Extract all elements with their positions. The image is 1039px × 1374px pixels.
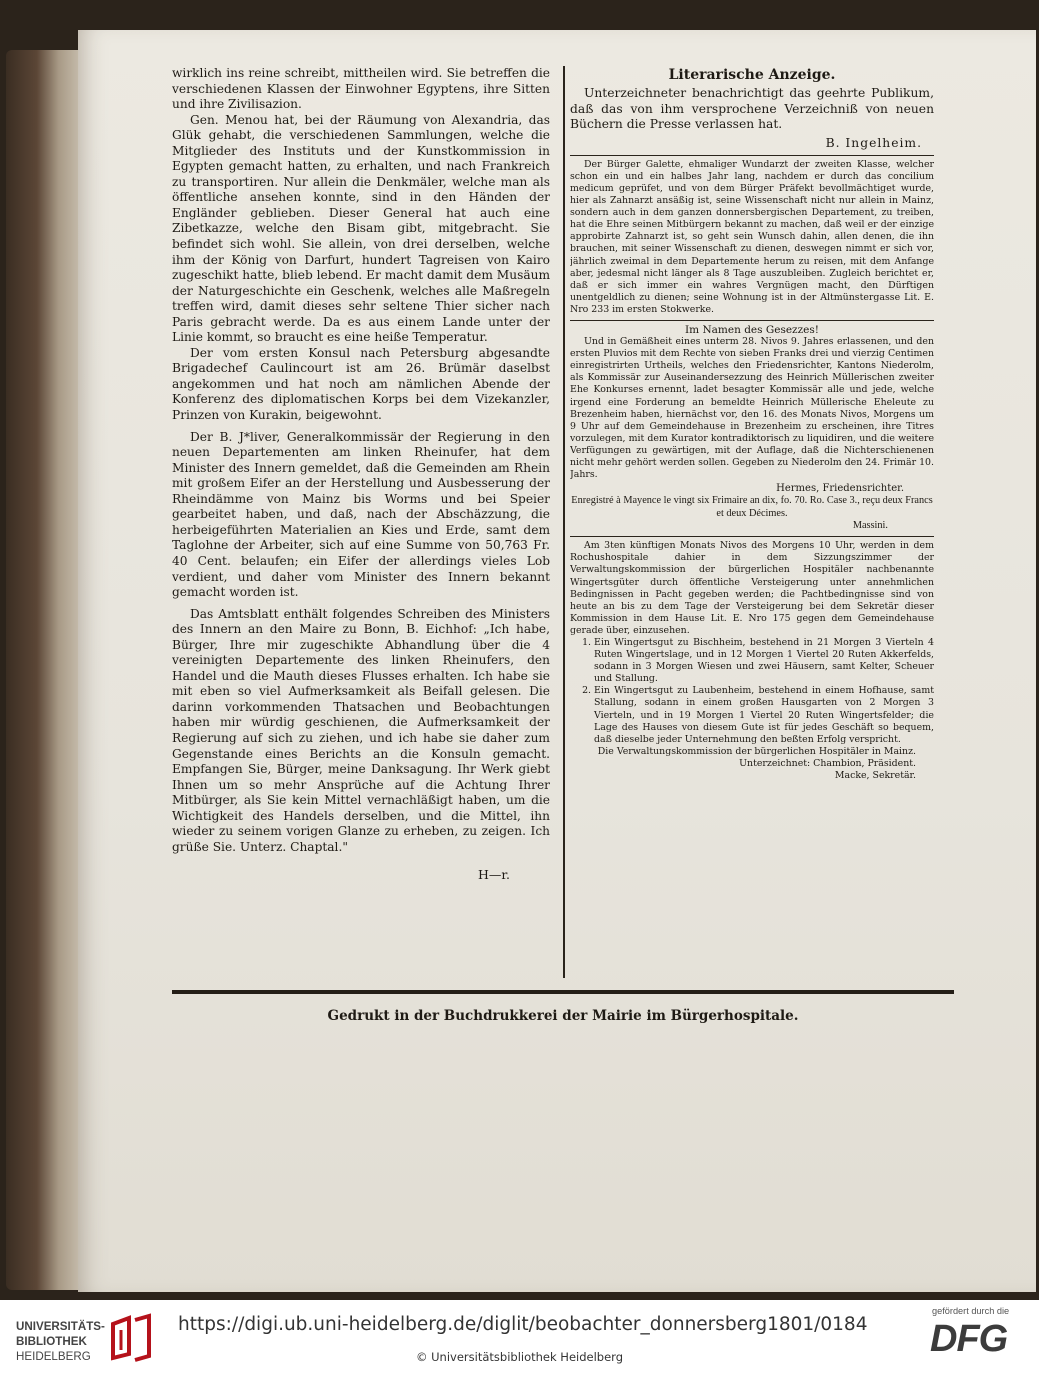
separator bbox=[570, 155, 934, 156]
commission-name: Die Verwaltungskommission der bürgerlichen Hospitäler in Mainz. bbox=[597, 745, 916, 757]
article-paragraph: wirklich ins reine schreibt, mittheilen wird. Sie betreffen die verschiedenen Klassen der Einwohner Egyptens, ihre Sitten und ihre Zivilisazion. bbox=[172, 66, 550, 112]
auction-text: Am 3ten künftigen Monats Nivos des Morgens 10 Uhr, werden in dem Rochushospitale dahier in dem Sizzungszimmer der Verwaltungskommission der bürgerlichen Hospitäler nachbenannte Wingertsgüter durch öffentliche Versteigerung unter annehmlichen Bedingnissen in Pacht gegeben werden; die Pachtbedingnisse sind von heute an bis zu dem Tage der Versteigerung bei dem Sekretär dieser Kommission in dem Hause Lit. E. Nro 175 gegen dem Gemeindehause gerade über, einzusehen. bbox=[570, 540, 934, 636]
article-paragraph: Gen. Menou hat, bei der Räumung von Alexandria, das Glük gehabt, die verschiedenen Sammlungen, welche die Mitglieder des Instituts und der Kunstkommission in Egypten gemacht hatten, zu erhalten, und nach Frankreich zu transportiren. Nur allein die Denkmäler, welche man als öffentliche ansehen konnte, sind in den Händen der Engländer geblieben. Dieser General hat auch eine Zibetkazze, welche den Bisam gibt, mitgebracht. Sie befindet sich wohl. Sie allein, von drei derselben, welche ihm der König von Darfurt, hundert Tagreisen von Kairo zugeschikt hatte, blieb lebend. Er macht damit dem Musäum der Naturgeschichte ein Geschenk, welches alle Maßregeln treffen wird, damit dieses sehr seltene Thier sicher nach Paris gebracht werde. Da es aus einem Lande unter der Linie kommt, so braucht es eine heiße Temperatur. bbox=[172, 112, 550, 345]
announcement-text: Der Bürger Galette, ehmaliger Wundarzt der zweiten Klasse, welcher schon ein und ein halbes Jahr lang, nachdem er durch das concilium medicum geprüfet, und von dem Bürger Präfekt bevollmächtiget wurde, hier als Zahnarzt ansäßig ist, seine Wissenschaft nicht nur allein in Mainz, sondern auch in dem ganzen donnersbergischen Departement, zu treiben, hat die Ehre seinen Mitbürgern bekannt zu machen, daß weil er der einzige approbirte Zahnarzt ist, so geht sein Wunsch dahin, allen denen, die ihn brauchen, mit seiner Wissenschaft zu dienen, deswegen nimmt er sich vor, jährlich zweimal in dem Departemente herum zu reisen, mit dem Anfange aber, jedesmal nicht länger als 8 Tage auszubleiben. Zugleich berichtet er, daß er sich immer ein wahres Vergnügen macht, den Dürftigen unentgeldlich zu dienen; seine Wohnung ist in der Altmünstergasse Lit. E. Nro 233 im ersten Stokwerke. bbox=[570, 158, 934, 315]
separator bbox=[570, 536, 934, 537]
article-paragraph: Der B. J*liver, Generalkommissär der Regierung in den neuen Departementen am linken Rheinufer, hat dem Minister des Innern gemeldet, daß die Gemeinden am Rhein mit großem Eifer an der Herstellung und Ausbesserung der Rheindämme von Mainz bis Worms und bei Speier gearbeitet haben, und daß, nach der Abschäzzung, die herbeigeführten Materialien an Kies und Erde, samt dem Taglohne der Arbeiter, sich auf eine Summe von 50,763 Fr. 40 Cent. belaufen; ein Eifer der allerdings vieles Lob verdient, und daher vom Minister des Innern bekannt gemacht worden ist. bbox=[172, 429, 550, 600]
section-title: Literarische Anzeige. bbox=[668, 67, 836, 83]
bottom-rule bbox=[172, 990, 954, 994]
secretary-signature: Macke, Sekretär. bbox=[834, 770, 916, 781]
article-paragraph: Das Amtsblatt enthält folgendes Schreiben des Ministers des Innern an den Maire zu Bonn, B. Eichhof: „Ich habe, Bürger, Ihre mir zugeschikte Abhandlung über die 4 vereinigten Departemente des linken Rheinufers, den Handel und die Mauth dieses Flusses erhalten. Ich habe sie mit eben so viel Aufmerksamkeit als Beifall gelesen. Die darinn vorkommenden Thatsachen und Beobachtungen haben mir würdig geschienen, die Aufmerksamkeit der Regierung auf sich zu ziehen, und ich habe sie daher zum Gegenstande eines Berichts an die Konsuln gemacht. Empfangen Sie, Bürger, meine Danksagung. Ihr Werk giebt Ihnen um so mehr Ansprüche auf die Achtung Ihrer Mitbürger, als Sie kein Mittel vernachläßigt haben, um die Wichtigkeit des Handels derselben, und die Mittel, ihn wieder zu seinem vorigen Glanze zu erheben, zu zeigen. Ich grüße Sie. Unterz. Chaptal." bbox=[172, 606, 550, 854]
article-paragraph: Der vom ersten Konsul nach Petersburg abgesandte Brigadechef Caulincourt ist am 26. Brümär daselbst angekommen und hat noch am nämlichen Abende der Konferenz des diplomatischen Korps bei dem Vizekanzler, Prinzen von Kurakin, beigewohnt. bbox=[172, 345, 550, 423]
president-signature: Unterzeichnet: Chambion, Präsident. bbox=[739, 757, 916, 769]
registration-note: Enregistré à Mayence le vingt six Frimaire an dix, fo. 70. Ro. Case 3., reçu deux Francs et deux Décimes. bbox=[571, 495, 933, 519]
list-item: 1. Ein Wingertsgut zu Bischheim, bestehend in 21 Morgen 3 Vierteln 4 Ruten Wingertslage, und in 12 Morgen 1 Viertel 20 Ruten Akkerfelds, sodann in 3 Morgen Wiesen und zwei Häusern, samt Kelter, Scheuer und Stallung. bbox=[594, 637, 934, 685]
left-column bbox=[172, 66, 550, 978]
notice-signature: Hermes, Friedensrichter. bbox=[776, 483, 904, 495]
separator bbox=[570, 320, 934, 321]
copyright-notice: © Universitätsbibliothek Heidelberg bbox=[415, 1350, 623, 1364]
announcement-text: Unterzeichneter benachrichtigt das geehrte Publikum, daß das von ihm versprochene Verzeichniß von neuen Büchern die Presse verlassen hat. bbox=[570, 86, 934, 132]
logo-line: HEIDELBERG bbox=[16, 1350, 91, 1363]
notice-text: Und in Gemäßheit eines unterm 28. Nivos 9. Jahres erlassenen, und den ersten Pluvios mit dem Rechte von sieben Franks drei und vierzig Centimen einregistrirten Urtheils, welches den Friedensrichter, Kantons Niederolm, als Kommissär zur Auseinandersezzung des Heinrich Müllerischen zweiter Ehe Konkurses ernennt, ladet besagter Kommissär alle und jede, welche irgend eine Forderung an bemeldte Heinrich Müllerische Eheleute zu Brezenheim haben, hiernächst vor, den 16. des Monats Nivos, Morgens um 9 Uhr auf dem Gemeindehause in Brezenheim zu erscheinen, ihre Titres vorzulegen, mit dem Kurator kontradiktorisch zu liquidiren, und die weitere Verfügungen zu gewärtigen, mit der Auflage, daß die Nichterschienenen nicht mehr gehört werden sollen. Gegeben zu Niederolm den 24. Frimär 10. Jahrs. bbox=[570, 336, 934, 481]
right-column bbox=[570, 66, 934, 978]
notice-heading: Im Namen des Gesezzes! bbox=[685, 324, 819, 336]
auction-list bbox=[570, 637, 934, 746]
announcement-signature: B. Ingelheim. bbox=[825, 135, 922, 150]
logo-line: BIBLIOTHEK bbox=[16, 1335, 87, 1348]
dfg-logo[interactable]: DFG bbox=[930, 1318, 1008, 1360]
article-signature: H—r. bbox=[478, 867, 510, 883]
list-item: 2. Ein Wingertsgut zu Laubenheim, bestehend in einem Hofhause, samt Stallung, sodann in einem großen Hausgarten von 2 Morgen 3 Vierteln, und in 19 Morgen 1 Viertel 20 Ruten Wingertsfelder; die Lage des Hauses von diesem Gute ist für jedes Geschäft so bequem, daß dieselbe jeder Unternehmung den beßten Erfolg verspricht. bbox=[594, 685, 934, 745]
logo-line: UNIVERSITÄTS- bbox=[16, 1320, 105, 1333]
viewer-footer bbox=[0, 1300, 1039, 1374]
printer-imprint: Gedrukt in der Buchdrukkerei der Mairie im Bürgerhospitale. bbox=[327, 1008, 799, 1024]
funder-caption: gefördert durch die bbox=[932, 1306, 1010, 1316]
column-divider bbox=[563, 66, 565, 978]
registration-signature: Massini. bbox=[852, 520, 888, 532]
permalink-url[interactable]: https://digi.ub.uni-heidelberg.de/diglit/beobachter_donnersberg1801/0184 bbox=[178, 1314, 868, 1335]
